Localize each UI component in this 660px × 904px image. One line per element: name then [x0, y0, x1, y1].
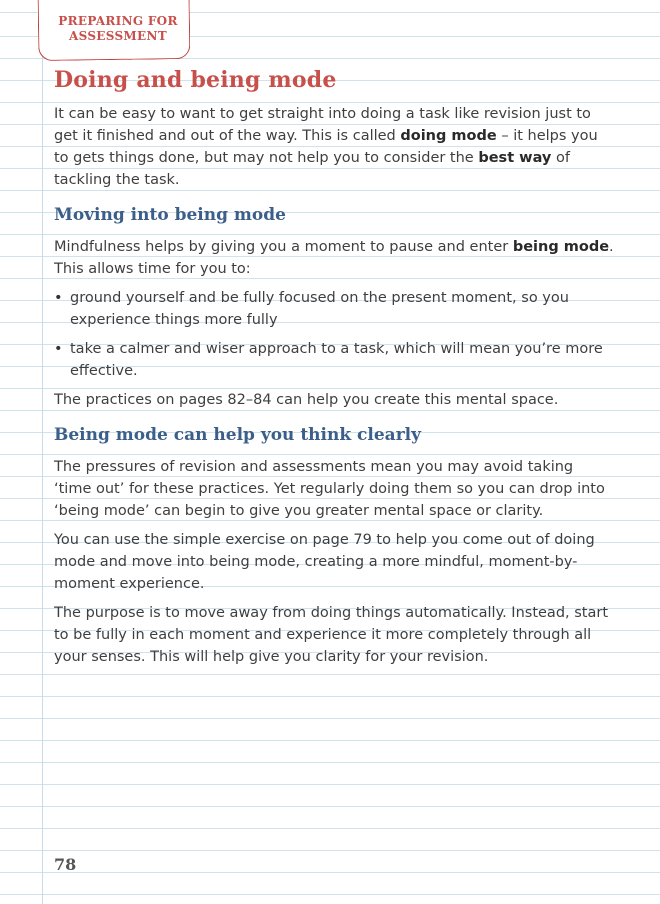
tab-line-1: PREPARING FOR — [58, 14, 178, 28]
doing-mode-text-3: of tackling the task. — [54, 150, 570, 188]
benefits-list — [54, 287, 614, 382]
pressures-paragraph: The pressures of revision and assessments mean you may avoid taking ‘time out’ for these practices. Yet regularly doing them so you can drop into ‘being mode’ can begin to give you greater mental space or clarity. — [54, 459, 605, 519]
doing-mode-paragraph — [54, 103, 614, 191]
practices-paragraph: The practices on pages 82–84 can help you create this mental space. — [54, 392, 559, 408]
section-tab-label — [48, 14, 188, 44]
being-intro-text-1: Mindfulness helps by giving you a moment to pause and enter — [54, 239, 513, 255]
subheading-think-clearly: Being mode can help you think clearly — [54, 425, 421, 445]
page-content — [54, 64, 614, 668]
list-item: • take a calmer and wiser approach to a task, which will mean you’re more effective. — [54, 338, 614, 382]
being-mode-term: being mode — [512, 239, 610, 255]
being-mode-intro — [54, 236, 614, 280]
best-way-term: best way — [478, 150, 552, 166]
notebook-margin-line — [42, 0, 43, 904]
doing-mode-text-2: – it helps you to gets things done, but may not help you to consider the — [54, 128, 598, 166]
page-number: 78 — [54, 855, 77, 874]
doing-mode-text-1: It can be easy to want to get straight into doing a task like revision just to get it finished and out of the way. This is called — [54, 106, 591, 144]
section-title-doing-being: Doing and being mode — [54, 67, 337, 93]
doing-mode-term: doing mode — [400, 128, 497, 144]
subheading-moving-into-being: Moving into being mode — [54, 205, 286, 225]
tab-line-2: ASSESSMENT — [69, 29, 167, 43]
exercise-paragraph: You can use the simple exercise on page 79 to help you come out of doing mode and move into being mode, creating a more mindful, moment-by-moment experience. — [54, 532, 595, 592]
purpose-paragraph: The purpose is to move away from doing things automatically. Instead, start to be fully in each moment and experience it more completely through all your senses. This will help give you clarity for your revision. — [54, 605, 609, 665]
list-item: • ground yourself and be fully focused on the present moment, so you experience things more fully — [54, 287, 614, 331]
being-intro-text-2: . This allows time for you to: — [54, 239, 614, 277]
